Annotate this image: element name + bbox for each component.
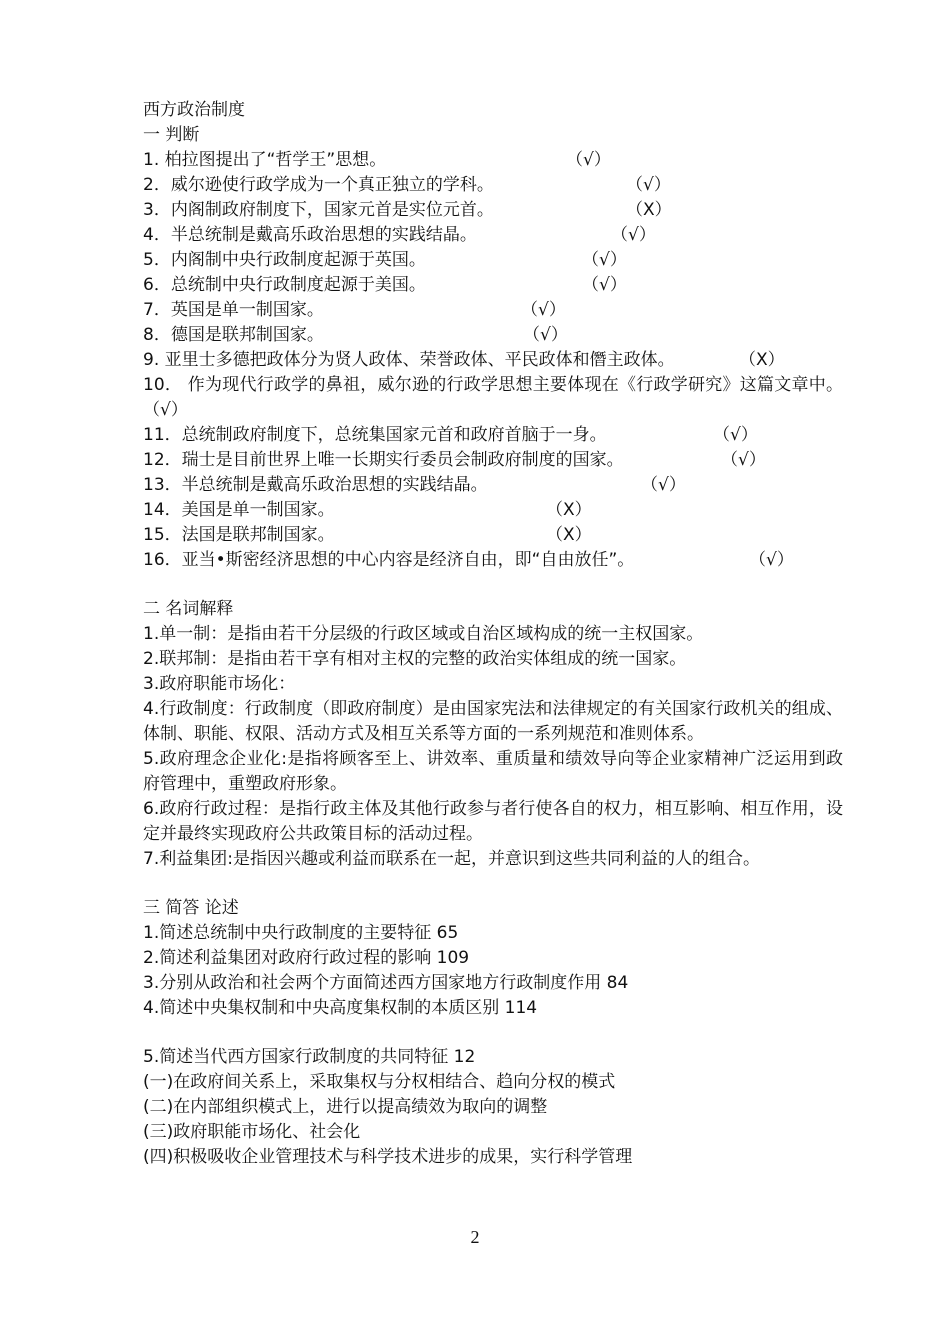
answer-point-3: (三)政府职能市场化、社会化 [143, 1122, 361, 1142]
section-1-heading: 一 判断 [143, 125, 200, 145]
judgment-mark-2: （√） [626, 175, 671, 195]
definition-item-7: 7.利益集团:是指因兴趣或利益而联系在一起，并意识到这些共同利益的人的组合。 [143, 849, 760, 869]
judgment-item-11: 11．总统制政府制度下，总统集国家元首和政府首脑于一身。 （√） [143, 423, 843, 448]
judgment-item-7: 7．英国是单一制国家。 （√） [143, 298, 843, 323]
short-answer-item-4: 4.简述中央集权制和中央高度集权制的本质区别 114 [143, 998, 538, 1018]
judgment-mark-3: （X） [626, 200, 672, 220]
judgment-mark-9: （X） [739, 350, 785, 370]
definition-item-5: 5.政府理念企业化:是指将顾客至上、讲效率、重质量和绩效导向等企业家精神广泛运用到政府管理中，重塑政府形象。 [143, 749, 843, 794]
document-body [143, 98, 843, 1170]
document-title: 西方政治制度 [143, 100, 245, 120]
judgment-mark-7: （√） [521, 300, 566, 320]
definition-item-6: 6.政府行政过程：是指行政主体及其他行政参与者行使各自的权力，相互影响、相互作用，设定并最终实现政府公共政策目标的活动过程。 [143, 799, 843, 844]
judgment-mark-4: （√） [611, 225, 656, 245]
judgment-mark-1: （√） [566, 150, 611, 170]
spacer [143, 573, 843, 597]
definition-item-3: 3.政府职能市场化： [143, 674, 296, 694]
judgment-item-8: 8．德国是联邦制国家。 （√） [143, 323, 843, 348]
judgment-item-5: 5．内阁制中央行政制度起源于英国。 （√） [143, 248, 843, 273]
judgment-mark-16: （√） [749, 550, 794, 570]
judgment-item-6: 6．总统制中央行政制度起源于美国。 （√） [143, 273, 843, 298]
judgment-mark-11: （√） [713, 425, 758, 445]
section-2-heading: 二 名词解释 [143, 599, 234, 619]
definition-item-4: 4.行政制度：行政制度（即政府制度）是由国家宪法和法律规定的有关国家行政机关的组成、体制、职能、权限、活动方式及相互关系等方面的一系列规范和准则体系。 [143, 699, 843, 744]
judgment-mark-12: （√） [721, 450, 766, 470]
definition-item-2: 2.联邦制：是指由若干享有相对主权的完整的政治实体组成的统一国家。 [143, 649, 687, 669]
judgment-mark-8: （√） [523, 325, 568, 345]
section-3-heading: 三 简答 论述 [143, 898, 239, 918]
judgment-item-12: 12．瑞士是目前世界上唯一长期实行委员会制政府制度的国家。 （√） [143, 448, 843, 473]
spacer [143, 872, 843, 896]
judgment-item-1: 1. 柏拉图提出了“哲学王”思想。 （√） [143, 148, 843, 173]
judgment-item-15: 15．法国是联邦制国家。 （X） [143, 523, 843, 548]
definition-item-1: 1.单一制：是指由若干分层级的行政区域或自治区域构成的统一主权国家。 [143, 624, 704, 644]
short-answer-item-2: 2.简述利益集团对政府行政过程的影响 109 [143, 948, 470, 968]
judgment-item-9: 9. 亚里士多德把政体分为贤人政体、荣誉政体、平民政体和僭主政体。 （X） [143, 348, 843, 373]
judgment-item-2: 2．威尔逊使行政学成为一个真正独立的学科。 （√） [143, 173, 843, 198]
spacer [143, 1021, 843, 1045]
judgment-mark-5: （√） [582, 250, 627, 270]
judgment-mark-14: （X） [546, 500, 592, 520]
answer-point-4: (四)积极吸收企业管理技术与科学技术进步的成果，实行科学管理 [143, 1147, 633, 1167]
short-answer-item-3: 3.分别从政治和社会两个方面简述西方国家地方行政制度作用 84 [143, 973, 629, 993]
answer-point-2: (二)在内部组织模式上，进行以提高绩效为取向的调整 [143, 1097, 548, 1117]
judgment-item-14: 14．美国是单一制国家。 （X） [143, 498, 843, 523]
judgment-mark-13: （√） [641, 475, 686, 495]
judgment-item-3: 3．内阁制政府制度下，国家元首是实位元首。 （X） [143, 198, 843, 223]
judgment-item-10: 10． 作为现代行政学的鼻祖，威尔逊的行政学思想主要体现在《行政学研究》这篇文章中。（√） [143, 375, 843, 420]
short-answer-item-5: 5.简述当代西方国家行政制度的共同特征 12 [143, 1047, 476, 1067]
judgment-item-13: 13．半总统制是戴高乐政治思想的实践结晶。 （√） [143, 473, 843, 498]
judgment-mark-15: （X） [546, 525, 592, 545]
judgment-item-4: 4．半总统制是戴高乐政治思想的实践结晶。 （√） [143, 223, 843, 248]
judgment-mark-6: （√） [582, 275, 627, 295]
page-number: 2 [470, 1227, 480, 1247]
answer-point-1: (一)在政府间关系上，采取集权与分权相结合、趋向分权的模式 [143, 1072, 616, 1092]
judgment-item-16: 16．亚当•斯密经济思想的中心内容是经济自由，即“自由放任”。 （√） [143, 548, 843, 573]
short-answer-item-1: 1.简述总统制中央行政制度的主要特征 65 [143, 923, 459, 943]
